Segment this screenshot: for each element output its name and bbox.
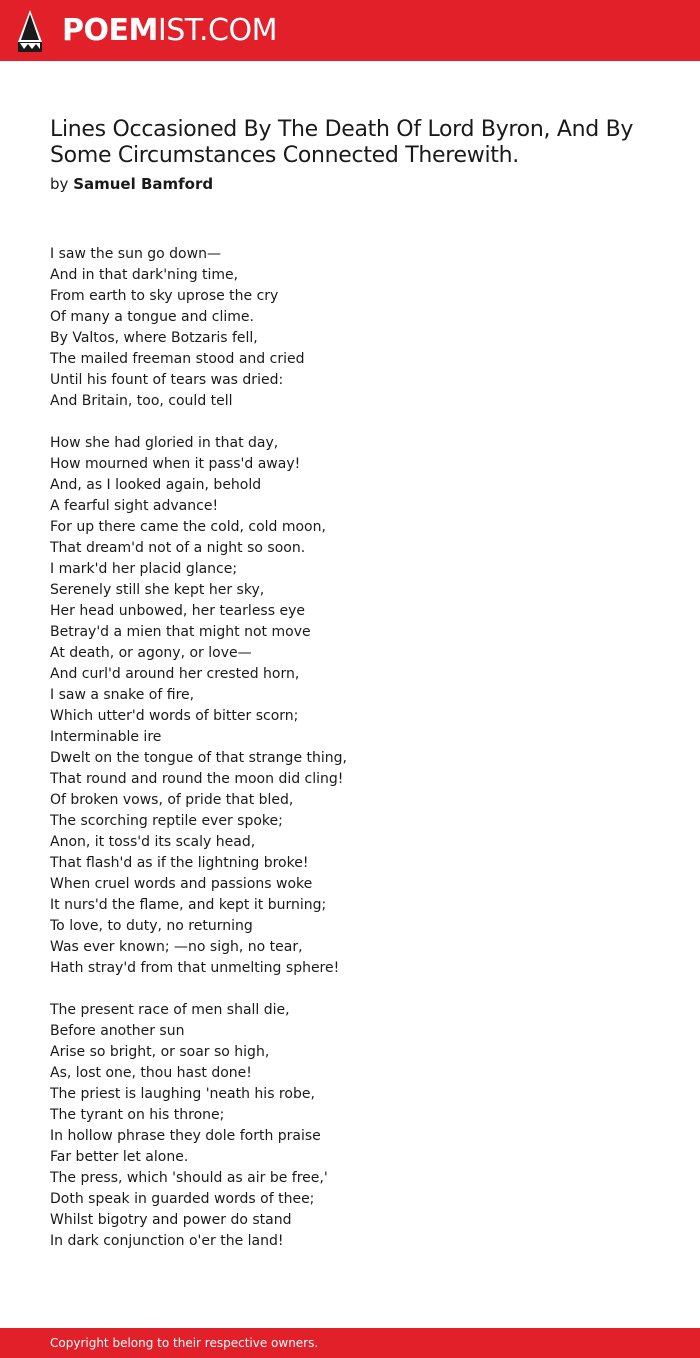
poem-line: Was ever known; —no sigh, no tear, <box>50 939 303 955</box>
logo-light-text: IST.COM <box>157 13 277 48</box>
poem-line: The present race of men shall die, <box>50 1002 290 1018</box>
by-label: by <box>50 175 69 193</box>
poem-line: Doth speak in guarded words of thee; <box>50 1191 315 1207</box>
logo-bold-text: POEM <box>62 13 158 48</box>
poem-line: The scorching reptile ever spoke; <box>50 813 283 829</box>
poem-line: Far better let alone. <box>50 1149 189 1165</box>
poem-line: In hollow phrase they dole forth praise <box>50 1128 321 1144</box>
byline <box>50 174 213 194</box>
poem-line: In dark conjunction o'er the land! <box>50 1233 284 1249</box>
poem-line: Anon, it toss'd its scaly head, <box>50 834 256 850</box>
poem-line: At death, or agony, or love— <box>50 645 252 661</box>
poem-line: That flash'd as if the lightning broke! <box>50 855 309 871</box>
poem-line: The priest is laughing 'neath his robe, <box>50 1086 315 1102</box>
poem-line: Interminable ire <box>50 729 162 745</box>
site-logo[interactable] <box>62 11 277 51</box>
poem-line: The tyrant on his throne; <box>50 1107 225 1123</box>
poem-line: I saw the sun go down— <box>50 246 221 262</box>
site-header <box>0 0 700 61</box>
poem-stanza <box>50 244 650 412</box>
pencil-icon[interactable] <box>18 10 42 52</box>
poem-line: From earth to sky uprose the cry <box>50 288 279 304</box>
poem-line: To love, to duty, no returning <box>50 918 253 934</box>
poem-line: Until his fount of tears was dried: <box>50 372 284 388</box>
poem-line: It nurs'd the flame, and kept it burning; <box>50 897 327 913</box>
poem-line: How mourned when it pass'd away! <box>50 456 301 472</box>
poem-line: When cruel words and passions woke <box>50 876 313 892</box>
poem-title: Lines Occasioned By The Death Of Lord Byron, And By Some Circumstances Connected Therewith. <box>50 117 634 168</box>
poem-line: Her head unbowed, her tearless eye <box>50 603 305 619</box>
poem-line: And, as I looked again, behold <box>50 477 262 493</box>
poem-line: Of broken vows, of pride that bled, <box>50 792 294 808</box>
poem-line: I saw a snake of fire, <box>50 687 195 703</box>
author-name[interactable]: Samuel Bamford <box>73 175 214 193</box>
poem-line: Before another sun <box>50 1023 185 1039</box>
poem-line: Whilst bigotry and power do stand <box>50 1212 292 1228</box>
poem-line: That dream'd not of a night so soon. <box>50 540 306 556</box>
poem-line: Serenely still she kept her sky, <box>50 582 265 598</box>
poem-line: Arise so bright, or soar so high, <box>50 1044 270 1060</box>
poem-line: For up there came the cold, cold moon, <box>50 519 326 535</box>
poem-body <box>50 244 650 1273</box>
poem-line: Of many a tongue and clime. <box>50 309 254 325</box>
site-footer <box>0 1328 700 1358</box>
poem-line: That round and round the moon did cling! <box>50 771 344 787</box>
poem-line: Hath stray'd from that unmelting sphere! <box>50 960 340 976</box>
poem-line: The mailed freeman stood and cried <box>50 351 305 367</box>
copyright-text: Copyright belong to their respective owners. <box>50 1336 319 1350</box>
poem-line: I mark'd her placid glance; <box>50 561 238 577</box>
poem-line: As, lost one, thou hast done! <box>50 1065 252 1081</box>
poem-line: Which utter'd words of bitter scorn; <box>50 708 299 724</box>
poem-line: Betray'd a mien that might not move <box>50 624 311 640</box>
poem-stanza <box>50 433 650 979</box>
poem-line: And curl'd around her crested horn, <box>50 666 300 682</box>
poem-line: By Valtos, where Botzaris fell, <box>50 330 258 346</box>
poem-line: A fearful sight advance! <box>50 498 219 514</box>
poem-stanza <box>50 1000 650 1252</box>
poem-line: Dwelt on the tongue of that strange thing, <box>50 750 347 766</box>
poem-line: The press, which 'should as air be free,' <box>50 1170 328 1186</box>
poem-line: And in that dark'ning time, <box>50 267 239 283</box>
poem-line: How she had gloried in that day, <box>50 435 279 451</box>
poem-line: And Britain, too, could tell <box>50 393 233 409</box>
